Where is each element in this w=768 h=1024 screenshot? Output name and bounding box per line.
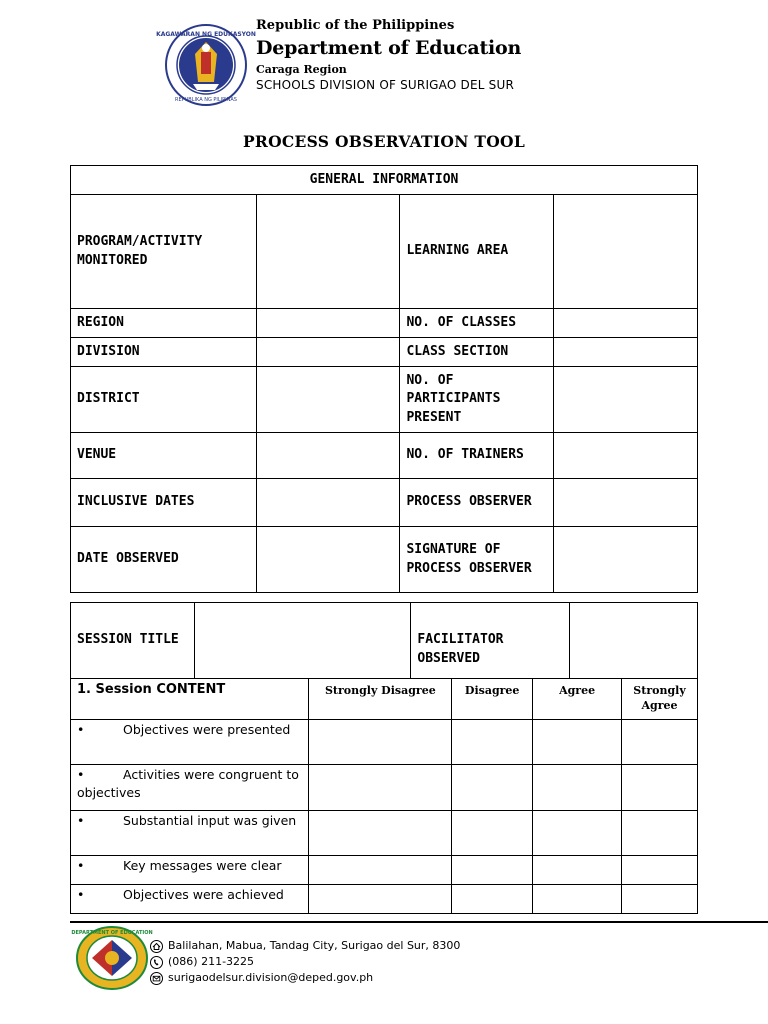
scale-agree: Agree [533, 679, 622, 720]
contact-info [150, 938, 460, 986]
rating-cell[interactable] [533, 856, 622, 885]
session-content-rating-table [70, 678, 698, 914]
division-label: SCHOOLS DIVISION OF SURIGAO DEL SUR [256, 78, 515, 92]
region-value-cell[interactable] [256, 309, 400, 338]
footer-divider [70, 921, 768, 923]
rating-cell[interactable] [533, 765, 622, 811]
session-content-heading: 1. Session CONTENT [71, 679, 309, 720]
signature-value-cell[interactable] [554, 527, 698, 593]
rating-cell[interactable] [533, 811, 622, 856]
document-title: PROCESS OBSERVATION TOOL [242, 132, 526, 151]
rating-cell[interactable] [309, 811, 452, 856]
venue-label: VENUE [71, 433, 257, 479]
phone-row [150, 954, 460, 970]
session-header-table [70, 602, 698, 679]
address-row [150, 938, 460, 954]
learning-area-label: LEARNING AREA [400, 195, 554, 309]
phone-text: (086) 211-3225 [168, 955, 255, 968]
class-section-label: CLASS SECTION [400, 338, 554, 367]
home-icon [150, 940, 163, 953]
criteria-item: • Objectives were achieved [71, 885, 309, 914]
rating-cell[interactable] [452, 811, 533, 856]
table-row [71, 720, 698, 765]
department-label: Department of Education [256, 37, 522, 59]
table-row [71, 309, 698, 338]
seal-text-bottom: REPUBLIKA NG PILIPINAS [175, 97, 237, 103]
facilitator-label: FACILITATOR OBSERVED [411, 603, 570, 679]
table-row [71, 765, 698, 811]
process-observer-value-cell[interactable] [554, 479, 698, 527]
learning-area-value-cell[interactable] [554, 195, 698, 309]
inclusive-dates-value-cell[interactable] [256, 479, 400, 527]
table-row [71, 166, 698, 195]
rating-cell[interactable] [622, 856, 698, 885]
no-trainers-label: NO. OF TRAINERS [400, 433, 554, 479]
process-observer-label: PROCESS OBSERVER [400, 479, 554, 527]
rating-cell[interactable] [452, 885, 533, 914]
district-value-cell[interactable] [256, 367, 400, 433]
no-trainers-value-cell[interactable] [554, 433, 698, 479]
criteria-item: • Substantial input was given [71, 811, 309, 856]
general-info-heading: GENERAL INFORMATION [71, 166, 698, 195]
table-row [71, 811, 698, 856]
no-classes-label: NO. OF CLASSES [400, 309, 554, 338]
district-label: DISTRICT [71, 367, 257, 433]
email-icon [150, 972, 163, 985]
deped-seal-logo [156, 24, 256, 106]
table-row [71, 433, 698, 479]
no-classes-value-cell[interactable] [554, 309, 698, 338]
class-section-value-cell[interactable] [554, 338, 698, 367]
rating-cell[interactable] [622, 720, 698, 765]
table-row [71, 338, 698, 367]
table-row [71, 856, 698, 885]
rating-cell[interactable] [622, 811, 698, 856]
table-row [71, 479, 698, 527]
table-row [71, 603, 698, 679]
session-title-value-cell[interactable] [194, 603, 411, 679]
seal-text-top: KAGAWARAN NG EDUKASYON [156, 31, 256, 38]
email-text: surigaodelsur.division@deped.gov.ph [168, 971, 374, 984]
venue-value-cell[interactable] [256, 433, 400, 479]
rating-cell[interactable] [309, 856, 452, 885]
table-row [71, 195, 698, 309]
division-field-label: DIVISION [71, 338, 257, 367]
rating-cell[interactable] [452, 720, 533, 765]
program-label: PROGRAM/ACTIVITY MONITORED [71, 195, 257, 309]
logo-text: DEPARTMENT OF EDUCATION [71, 930, 153, 936]
rating-cell[interactable] [622, 765, 698, 811]
criteria-item: • Objectives were presented [71, 720, 309, 765]
region-label: Caraga Region [256, 63, 347, 76]
rating-cell[interactable] [309, 885, 452, 914]
inclusive-dates-label: INCLUSIVE DATES [71, 479, 257, 527]
signature-label: SIGNATURE OF PROCESS OBSERVER [400, 527, 554, 593]
email-row [150, 970, 460, 986]
criteria-item: • Activities were congruent to objectives [71, 765, 309, 811]
criteria-item: • Key messages were clear [71, 856, 309, 885]
rating-cell[interactable] [309, 765, 452, 811]
rating-cell[interactable] [622, 885, 698, 914]
general-information-table [70, 165, 698, 593]
date-observed-label: DATE OBSERVED [71, 527, 257, 593]
table-row [71, 527, 698, 593]
phone-icon [150, 956, 163, 969]
table-row [71, 679, 698, 720]
rating-cell[interactable] [452, 765, 533, 811]
region-field-label: REGION [71, 309, 257, 338]
letterhead [256, 17, 521, 93]
rating-cell[interactable] [309, 720, 452, 765]
date-observed-value-cell[interactable] [256, 527, 400, 593]
no-participants-label: NO. OF PARTICIPANTS PRESENT [400, 367, 554, 433]
rating-cell[interactable] [533, 885, 622, 914]
republic-label: Republic of the Philippines [256, 18, 455, 33]
table-row [71, 885, 698, 914]
no-participants-value-cell[interactable] [554, 367, 698, 433]
scale-disagree: Disagree [452, 679, 533, 720]
program-value-cell[interactable] [256, 195, 400, 309]
division-logo [71, 926, 153, 990]
scale-strongly-agree: Strongly Agree [622, 679, 698, 720]
session-title-label: SESSION TITLE [71, 603, 195, 679]
scale-strongly-disagree: Strongly Disagree [309, 679, 452, 720]
rating-cell[interactable] [452, 856, 533, 885]
table-row [71, 367, 698, 433]
facilitator-value-cell[interactable] [570, 603, 698, 679]
address-text: Balilahan, Mabua, Tandag City, Surigao del Sur, 8300 [168, 939, 461, 952]
division-value-cell[interactable] [256, 338, 400, 367]
rating-cell[interactable] [533, 720, 622, 765]
